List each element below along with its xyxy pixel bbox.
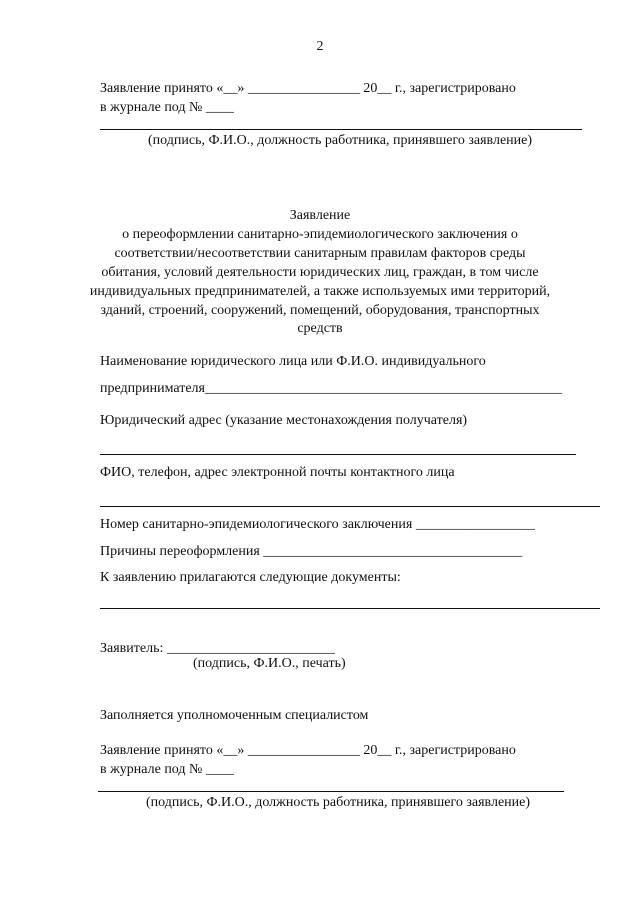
title-line-5: зданий, строений, сооружений, помещений, оборудования, транспортных — [100, 303, 540, 318]
specialist-accepted-line: Заявление принято «__» ________________ 20__ г., зарегистрировано — [100, 743, 516, 758]
applicant-field: Заявитель: ________________________ — [100, 641, 335, 656]
legal-address-label: Юридический адрес (указание местонахождения получателя) — [100, 413, 468, 428]
legal-address-rule — [100, 454, 576, 455]
reasons-field: Причины переоформления _____________________________________ — [100, 544, 523, 559]
legal-name-label: Наименование юридического лица или Ф.И.О. индивидуального — [100, 354, 486, 369]
title-line-1: о переоформлении санитарно-эпидемиологического заключения о — [122, 227, 518, 242]
page-number: 2 — [316, 39, 324, 54]
attachments-rule — [100, 608, 600, 609]
top-journal-line: в журнале под № ____ — [100, 100, 234, 115]
contact-label: ФИО, телефон, адрес электронной почты контактного лица — [100, 465, 455, 480]
contact-rule — [100, 506, 600, 507]
specialist-header: Заполняется уполномоченным специалистом — [100, 708, 369, 723]
title-line-3: обитания, условий деятельности юридических лиц, граждан, в том числе — [101, 265, 539, 280]
applicant-caption: (подпись, Ф.И.О., печать) — [193, 656, 346, 671]
document-title: Заявление — [289, 208, 351, 223]
specialist-signature-caption: (подпись, Ф.И.О., должность работника, принявшего заявление) — [146, 795, 531, 810]
top-accepted-line: Заявление принято «__» ________________ 20__ г., зарегистрировано — [100, 81, 516, 96]
title-line-2: соответствии/несоответствии санитарным правилам факторов среды — [114, 246, 526, 261]
specialist-journal-line: в журнале под № ____ — [100, 762, 234, 777]
attachments-label: К заявлению прилагаются следующие документы: — [100, 570, 401, 585]
title-line-4: индивидуальных предпринимателей, а также используемых ими территорий, — [89, 284, 551, 299]
top-signature-caption: (подпись, Ф.И.О., должность работника, принявшего заявление) — [148, 133, 533, 148]
certificate-number-field: Номер санитарно-эпидемиологического заключения _________________ — [100, 517, 535, 532]
top-signature-rule — [100, 129, 582, 130]
legal-name-field: предпринимателя___________________________________________________ — [100, 381, 562, 396]
specialist-signature-rule — [98, 791, 564, 792]
title-line-6: средств — [297, 321, 343, 336]
